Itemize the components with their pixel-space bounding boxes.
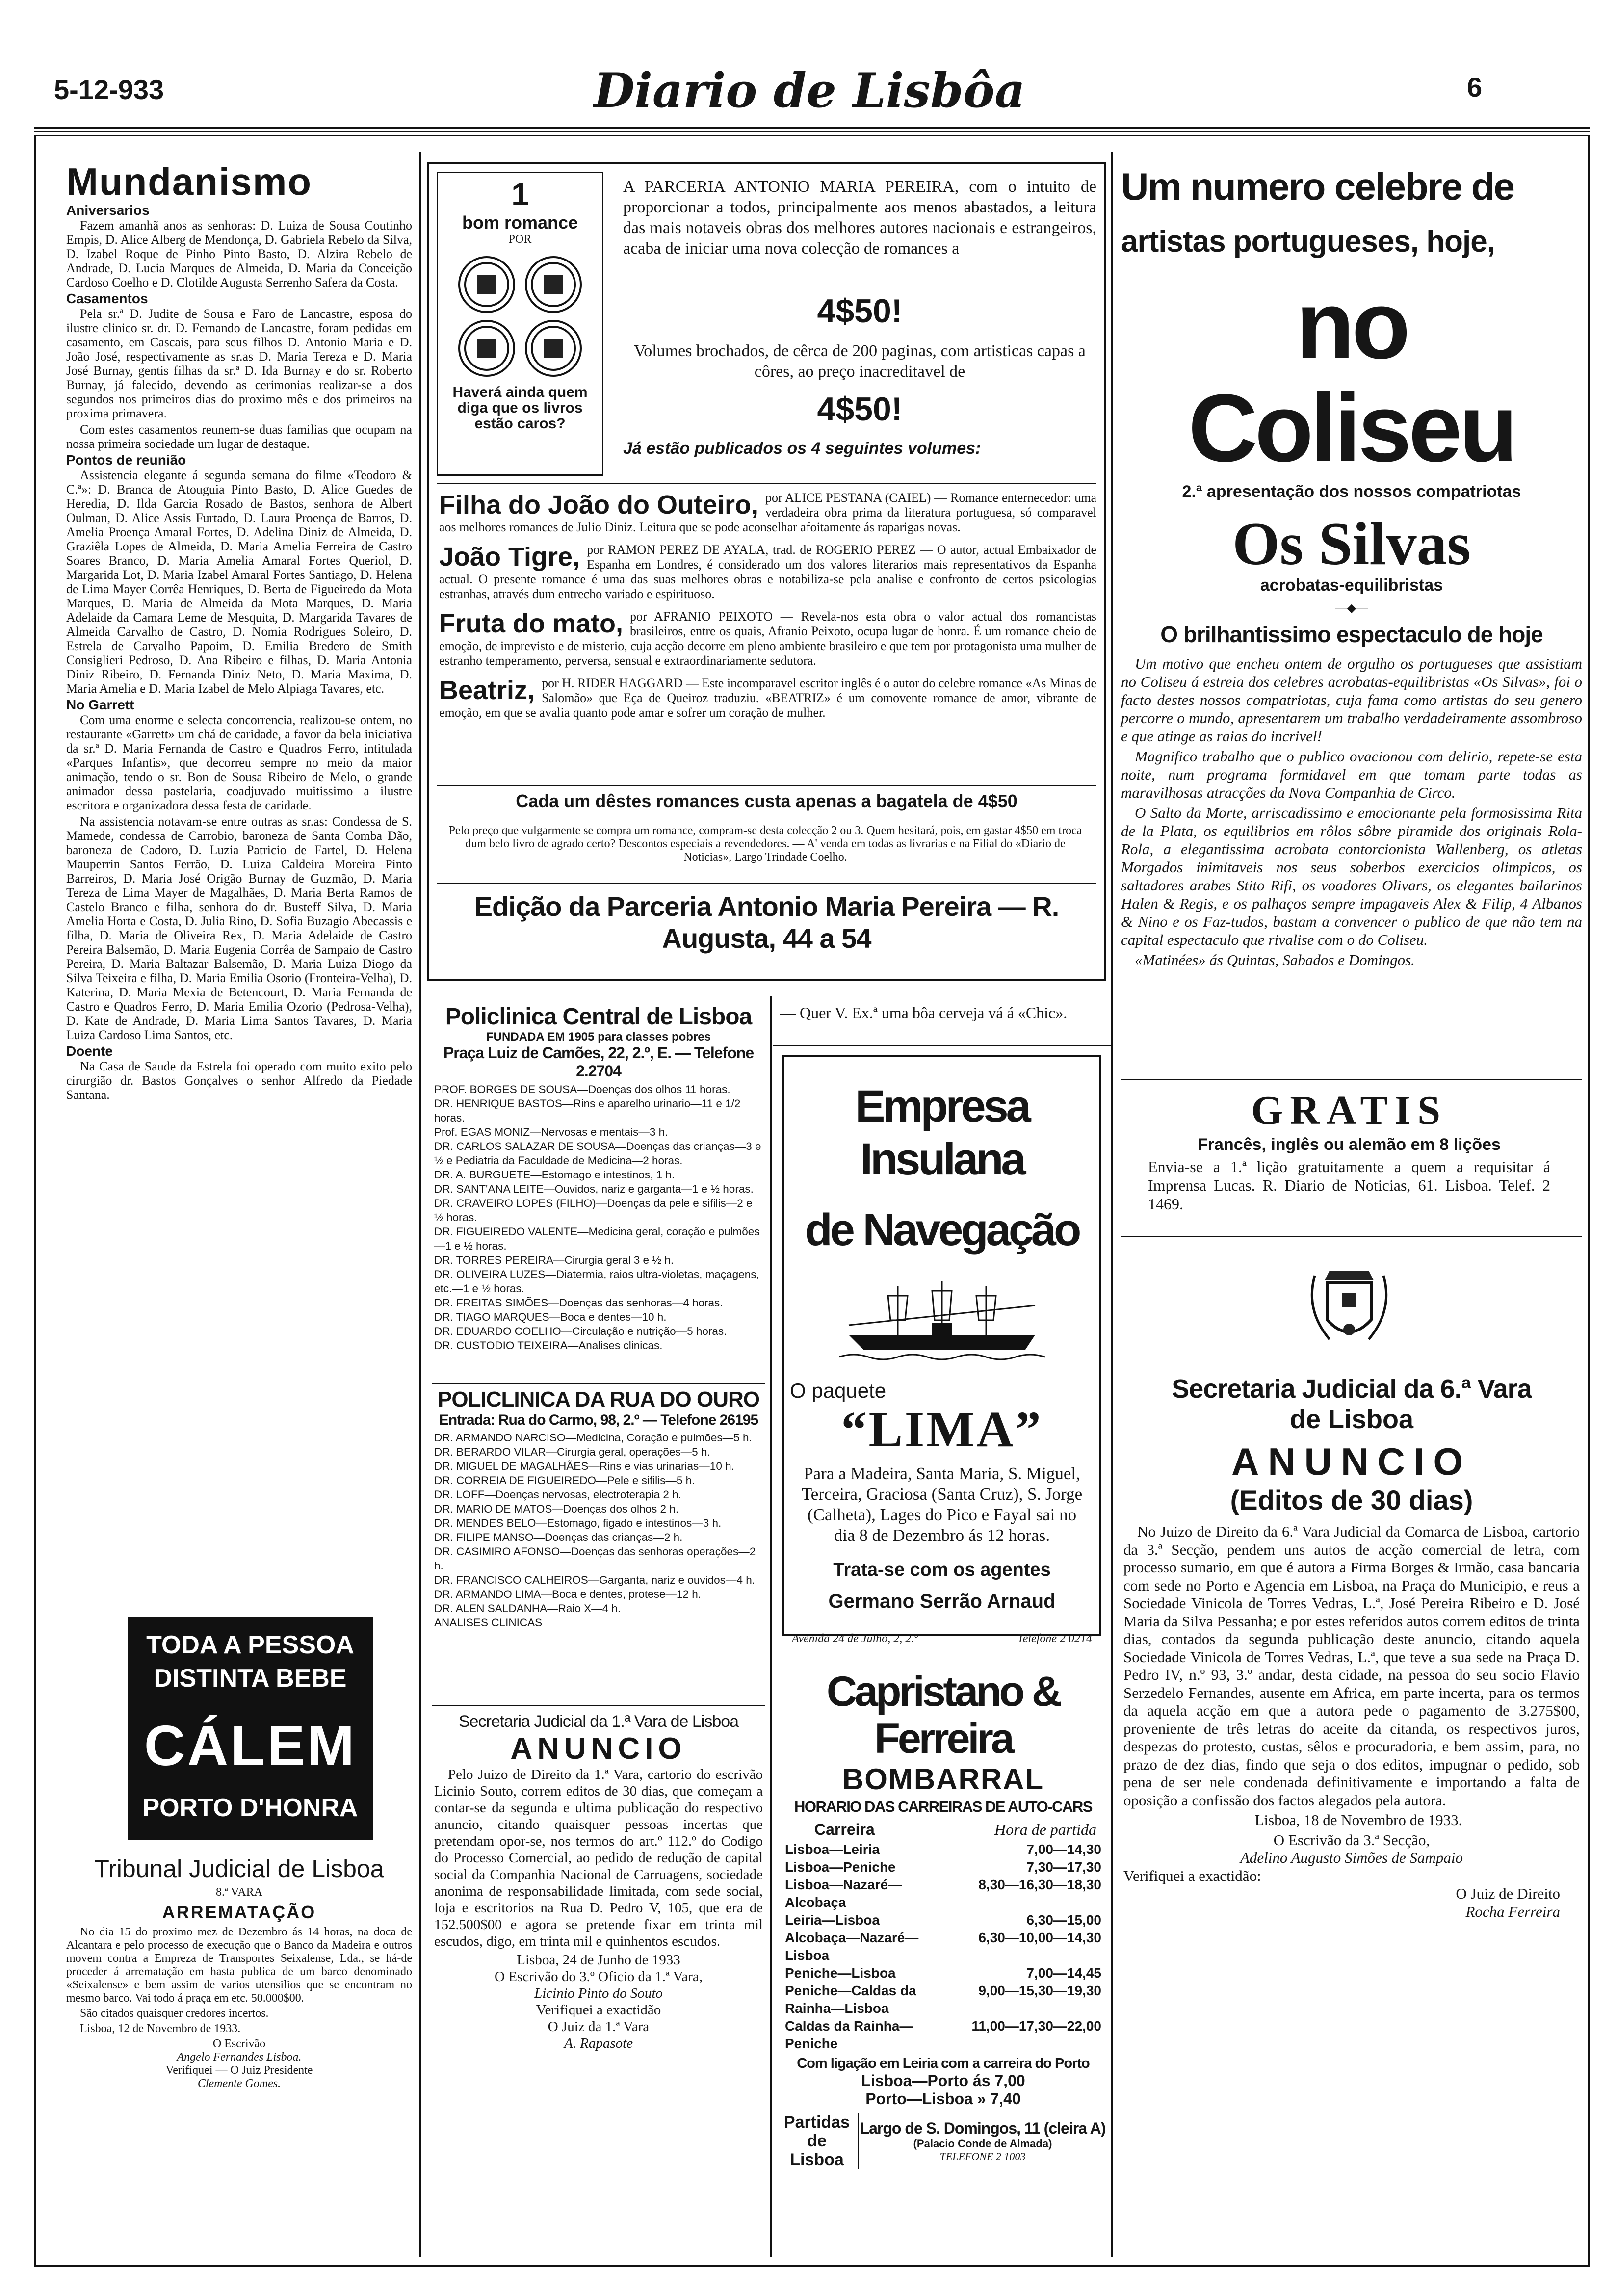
book-title: Filha do João do Outeiro,: [439, 490, 759, 520]
tribunal-notice: [66, 1854, 412, 2090]
insulana-ship: “LIMA”: [841, 1401, 1043, 1458]
parceria-intro: A PARCERIA ANTONIO MARIA PEREIRA, com o intuito de proporcionar a todos, principalmente aos menos abastados, a leitura das mais notaveis obras dos melhores autores nacionais e estrangeiros, acaba de iniciar uma nova colecção de romances a: [623, 178, 1096, 258]
capristano-title: Capristano & Ferreira: [826, 1668, 1060, 1762]
clinic-line: DR. FIGUEIREDO VALENTE—Medicina geral, coração e pulmões—1 e ½ horas.: [434, 1226, 760, 1252]
insulana-title1: Empresa Insulana: [855, 1081, 1029, 1184]
sec6-sig2: Verifiquei a exactidão:: [1123, 1867, 1261, 1884]
casamentos-text: Pela sr.ª D. Judite de Sousa e Faro de Lancastre, esposa do ilustre clinico sr. dr. D. Fernando de Lancastre, foram pedidas em casamento, em Cascais, para seus filhos D. Antonio Maria e D. João José, respectivamente as sr.as D. Maria Tereza e D. Maria José Burnay, gentis filhas da sr.ª D. Ida Burnay e do sr. Roberto Burnay, já falecido, devendo as cerimonias realizar-se a dos segundos nos primeiros dias do proximo mês e dos primeiros na proxima primavera.: [66, 307, 412, 420]
sec6-title2: de Lisboa: [1289, 1405, 1414, 1434]
insulana-phone: Telefone 2 0214: [1017, 1632, 1092, 1645]
schedule-row: [780, 1876, 1106, 1911]
sec6-head: ANUNCIO: [1231, 1440, 1472, 1483]
doente-heading: Doente: [66, 1044, 113, 1059]
sec6-body: No Juizo de Direito da 6.ª Vara Judicial da Comarca de Lisboa, cartorio da 3.ª Secção, pendem uns autos de acção comercial de letra, com processo sumario, em que é autora a Firma Borges & Irmão, casa bancaria com sede no Porto e Agencia em Lisboa, na Praça do Municipio, e reus a Sociedade Vinicola de Torres Vedras, L.ª, José Pereira Ribeiro e D. José Maria da Silva Pessanha; e por estes referidos autos correm editos de trinta dias, contados da segunda publicação deste anuncio, citando aquela Sociedade Vinicola de Torres Vedras, L.ª, que teve a sua sede na Praça D. Pedro IV, n.º 93, 3.º andar, desta cidade, na pessoa do seu socio Flavio Serzedelo Fernandes, ausente em Africa, em parte incerta, para os termos da aquela acção em que a autora pede o pagamento de 3.275$00, proveniente de três letras do aceite da citanda, os respectivos juros, despezas do protesto, custas, sêlos e procuradoria, e bem assim, para, no prazo de dez dias, findo que seja o dos editos, impugnar o pedido, sob pena de ser nele condenada definitivamente e importando a falta de oposição a confissão dos factos alegados pela autora.: [1123, 1523, 1580, 1809]
insulana-paquete: O paquete: [790, 1379, 887, 1402]
schedule-route: Peniche—Lisboa: [785, 1965, 896, 1981]
sec6-date: Lisboa, 18 de Novembro de 1933.: [1254, 1811, 1462, 1828]
sec1-date: Lisboa, 24 de Junho de 1933: [517, 1952, 680, 1968]
sec6-sig1-name: Adelino Augusto Simões de Sampaio: [1240, 1849, 1463, 1866]
mundanismo-column: [66, 162, 412, 1104]
book-desc: por ALICE PESTANA (CAIEL) — Romance enternecedor: uma verdadeira obra prima da literatura portuguesa, só comparavel aos melhores romances de Julio Diniz. Leitura que se pode aconselhar afoitamente ás raparigas novas.: [439, 491, 1096, 534]
capristano-ad: [780, 1668, 1106, 2169]
book-desc: por AFRANIO PEIXOTO — Revela-nos esta obra o valor actual dos romancistas brasileiros, entre os quais, Afranio Peixoto, ocupa lugar de honra. É um romance cheio de emoção, de imprevisto e de misterio, cuja acção decorre em pleno ambiente brasileiro e que tem por protagonista uma mulher de estranho temperamento, perversa, sensual e extraordinariamente sedutora.: [439, 609, 1096, 668]
parceria-published: Já estão publicados os 4 seguintes volumes:: [623, 439, 981, 458]
tribunal-body-2: São citados quaisquer credores incertos.: [80, 2007, 269, 2020]
policlinica-ouro: [434, 1387, 763, 1630]
gratis-ad: [1128, 1087, 1570, 1213]
sec6-sig1: O Escrivão da 3.ª Secção,: [1273, 1831, 1430, 1849]
tribunal-sig1: O Escrivão: [212, 2037, 266, 2050]
badge-bom-romance: bom romance: [462, 212, 578, 233]
sec1-sig2: Verifiquei a exactidão: [536, 2002, 661, 2018]
schedule-route: Caldas da Rainha—Peniche: [785, 2018, 913, 2051]
clinic-line: DR. SANT'ANA LEITE—Ouvidos, nariz e garganta—1 e ½ horas.: [434, 1183, 754, 1195]
pc-address: Praça Luiz de Camões, 22, 2.º, E. — Telefone 2.2704: [443, 1044, 754, 1080]
schedule-times: 6,30—10,00—14,30: [978, 1930, 1101, 1945]
clinic-line: DR. TIAGO MARQUES—Boca e dentes—10 h.: [434, 1311, 667, 1323]
clinic-line: DR. MARIO DE MATOS—Doenças dos olhos 2 h.: [434, 1503, 679, 1515]
clinic-line: DR. ALEN SALDANHA—Raio X—4 h.: [434, 1602, 621, 1615]
po-address: Entrada: Rua do Carmo, 98, 2.º — Telefone 26195: [439, 1412, 758, 1428]
insulana-content: [785, 1062, 1099, 1645]
garrett-text-2: Na assistencia notavam-se entre outras as sr.as: Condessa de S. Mamede, condessa de Carrobio, baroneza de Santa Comba Dão, baroneza de Cadoro, D. Luzia Patricio de Fartel, D. Helena Mauperrin Santos Ferrão, D. Luiza Caldeira Moreira Pinto Barreiros, D. Maria José Origão Burnay de Guzmão, D. Maria Tereza de Lima Mayer de Magalhães, D. Maria Berta Ramos de Castelo Branco e filha, senhora do dr. Busteff Silva, D. Maria Amelia Horta e Costa, D. Julia Rino, D. Sofia Buzagio Abecassis e filha, D. Maria de Oliveira Rex, D. Maria Adelaide de Castro Pereira Balsemão, D. Maria Eugenia Corrêa de Sampaio de Castro Pereira, D. Maria Baltazar Balsemão, D. Maria Luiza Diogo da Silva Teixeira e filha, D. Maria Emilia Osorio (Fronteira-Velha), D. Katerina, D. Maria Mexia de Betencourt, D. Maria Fernanda de Castro e Quadros Ferro, D. Maria Emilia Ozorio (Pedrosa-Velha), D. Kate de Andrade, D. Maria Lima Santos Tavares, D. Maria Luiza Cardoso Lima Santos, etc.: [66, 814, 412, 1042]
capristano-porto1: Lisboa—Porto ás 7,00: [861, 2072, 1025, 2089]
schedule-row: [780, 1841, 1106, 1858]
capristano-col1: Carreira: [814, 1821, 875, 1838]
ship-icon: [839, 1276, 1045, 1364]
casamentos-text-2: Com estes casamentos reunem-se duas familias que ocupam na nossa primeira sociedade um lugar de destaque.: [66, 422, 412, 451]
clinic-line: DR. MIGUEL DE MAGALHÃES—Rins e vias urinarias—10 h.: [434, 1460, 734, 1472]
chic-ad: — Quer V. Ex.ª uma bôa cerveja vá á «Chic».: [780, 1004, 1068, 1021]
sec6-sig3: O Juiz de Direito: [1456, 1885, 1560, 1902]
insulana-address: Avenida 24 de Julho, 2, 2.º: [792, 1632, 918, 1645]
capristano-porto2: Porto—Lisboa » 7,40: [865, 2090, 1021, 2108]
sec6-head2: (Editos de 30 dias): [1230, 1485, 1473, 1515]
book-item: [439, 609, 1096, 668]
capristano-partidas: Partidas de Lisboa: [780, 2113, 859, 2169]
coliseu-title: Os Silvas: [1232, 510, 1471, 577]
clinic-line: DR. FILIPE MANSO—Doenças das crianças—2 h.: [434, 1531, 683, 1543]
schedule-times: 8,30—16,30—18,30: [978, 1877, 1101, 1892]
page-number: 6: [1467, 72, 1483, 103]
clinic-line: DR. BERARDO VILAR—Cirurgia geral, operações—5 h.: [434, 1446, 710, 1458]
sec6-sig3-name: Rocha Ferreira: [1465, 1903, 1560, 1920]
schedule-row: [780, 1964, 1106, 1982]
clinic-line: DR. CASIMIRO AFONSO—Doenças das senhoras operações—2 h.: [434, 1545, 756, 1572]
parceria-badge: [437, 172, 603, 476]
capristano-horario: HORARIO DAS CARREIRAS DE AUTO-CARS: [794, 1798, 1092, 1815]
aniversarios-heading: Aniversarios: [66, 203, 150, 218]
tribunal-sig2: Verifiquei — O Juiz Presidente: [165, 2064, 313, 2077]
clinic-line: ANALISES CLINICAS: [434, 1617, 543, 1629]
clinic-line: DR. CARLOS SALAZAR DE SOUSA—Doenças das crianças—3 e ½ e Pediatria da Faculdade de Medicina—2 horas.: [434, 1140, 761, 1167]
insulana-body: Para a Madeira, Santa Maria, S. Miguel, Terceira, Graciosa (Santa Cruz), S. Jorge (Calheta), Lages do Pico e Fayal sai no dia 8 de Dezembro ás 12 horas.: [801, 1464, 1083, 1545]
coliseu-line3: no Coliseu: [1188, 271, 1515, 482]
secretaria-6-notice: [1123, 1374, 1580, 1921]
clinic-line: DR. CRAVEIRO LOPES (FILHO)—Doenças da pele e sifilis—2 e ½ horas.: [434, 1197, 753, 1224]
book-title: João Tigre,: [439, 542, 580, 572]
schedule-route: Lisboa—Peniche: [785, 1859, 896, 1875]
schedule-times: 11,00—17,30—22,00: [971, 2018, 1101, 2034]
clinic-line: DR. LOFF—Doenças nervosas, electroterapia 2 h.: [434, 1488, 681, 1501]
book-title: Fruta do mato,: [439, 609, 623, 638]
badge-por: POR: [508, 233, 532, 246]
schedule-row: [780, 1982, 1106, 2017]
capristano-telefone: TELEFONE 2 1003: [939, 2150, 1026, 2163]
coliseu-section: O brilhantissimo espectaculo de hoje: [1160, 622, 1543, 647]
clinic-line: DR. FRANCISCO CALHEIROS—Garganta, nariz e ouvidos—4 h.: [434, 1574, 755, 1586]
book-item: [439, 543, 1096, 601]
pc-title: Policlinica Central de Lisboa: [445, 1004, 752, 1030]
book-title: Beatriz,: [439, 676, 535, 705]
pontos-text: Assistencia elegante á segunda semana do filme «Teodoro & C.ª»: D. Branca de Atouguia Pinto Basto, D. Alice Guedes de Heredia, D. Ilda Garcia Rosado de Bastos, senhora de Albert Oulman, D. Alice Assis Furtado, D. Laura Proença de Barros, D. Amelia Proença Amaral Fortes, D. Adelina Diniz de Almeida, D. Graziêla Lopes de Almeida, D. Maria Amelia Ferreira de Castro Soares Branco, D. Maria Amelia Amaral Fortes Queriol, D. Margarida Lot, D. Maria Izabel Amaral Fortes Santiago, D. Helena de Lima Mayer Corrêa Henriques, D. Berta de Figueiredo da Mota Marques, D. Maria de Almeida da Mota Marques, D. Maria Adelaide da Camara Leme de Mesquita, D. Margarida Tavares de Almeida Carvalho de Castro, D. Nomia Rodrigues Soleiro, D. Estrela de Carvalho Papoim, D. Emilia Bredero de Smith Consiglieri Pedroso, D. Ana Ribeiro e filhas, D. Maria Antonia Diniz Ribeiro, D. Fernanda Diniz Neto, D. Maria Maxima, D. Maria Amelia e D. Maria Izabel de Melo Alpiaga Tavares, etc.: [66, 468, 412, 696]
mundanismo-title: Mundanismo: [66, 160, 312, 203]
book-item: [439, 676, 1096, 720]
clinic-line: DR. MENDES BELO—Estomago, figado e intestinos—3 h.: [434, 1517, 722, 1529]
coliseu-body-4: «Matinées» ás Quintas, Sabados e Domingos.: [1135, 951, 1415, 968]
tribunal-head: ARREMATAÇÃO: [162, 1902, 316, 1922]
capristano-rows: [780, 1841, 1106, 2053]
schedule-row: [780, 1929, 1106, 1964]
gratis-title: GRATIS: [1251, 1088, 1447, 1133]
clinic-line: DR. ARMANDO LIMA—Boca e dentes, protese—12 h.: [434, 1588, 701, 1600]
policlinica-central: [434, 1003, 763, 1353]
clinic-line: PROF. BORGES DE SOUSA—Doenças dos olhos 11 horas.: [434, 1083, 730, 1096]
coliseu-column: [1121, 162, 1582, 971]
tribunal-title: Tribunal Judicial de Lisboa: [94, 1855, 384, 1882]
calem-line1: TODA A PESSOA: [146, 1631, 354, 1659]
calem-line3: PORTO D'HONRA: [142, 1794, 358, 1822]
schedule-row: [780, 1911, 1106, 1929]
sec1-sig3-name: A. Rapasote: [564, 2035, 633, 2051]
gratis-sub: Francês, inglês ou alemão em 8 lições: [1198, 1135, 1501, 1154]
schedule-times: 6,30—15,00: [1026, 1912, 1101, 1928]
clinic-line: DR. OLIVEIRA LUZES—Diatermia, raios ultra-violetas, maçagens, etc.—1 e ½ horas.: [434, 1268, 759, 1295]
insulana-agents-head: Trata-se com os agentes: [833, 1560, 1051, 1580]
parceria-books: [439, 491, 1096, 728]
tribunal-body: No dia 15 do proximo mez de Dezembro ás 14 horas, na doca de Alcantara e pelo processo de execução que o Banco da Madeira e outros movem contra a Empreza de Transportes Seixalense, Lda., se há-de proceder á arrematação em hasta publica de um barco denominado «Seixalense» e bem assim de varios utensilios que se encontram no mesmo barco. Vai todo á praça em etc. 50.000$00.: [66, 1926, 412, 2005]
calem-brand: CÁLEM: [144, 1714, 357, 1777]
gratis-body: Envia-se a 1.ª lição gratuitamente a quem a requisitar á Imprensa Lucas. R. Diario de Noticias, 61. Lisboa. Telef. 2 1469.: [1148, 1158, 1550, 1213]
secretaria-1-notice: [434, 1712, 763, 2052]
capristano-largo: Largo de S. Domingos, 11 (cleira A): [860, 2119, 1106, 2137]
parceria-bottom-text: Pelo preço que vulgarmente se compra um romance, compram-se desta colecção 2 ou 3. Quem hesitará, pois, em gastar 4$50 em troca dum belo livro de agrado certo? Descontos especiais a revendedores. — A' venda em todas as livrarias e na Filial do «Diario de Noticias», Largo Trindade Coelho.: [448, 824, 1082, 863]
coliseu-line4: 2.ª apresentação dos nossos compatriotas: [1182, 482, 1521, 501]
header: [0, 0, 1617, 123]
sec1-body: Pelo Juizo de Direito da 1.ª Vara, cartorio do escrivão Licinio Souto, correm editos de 30 dias, que começam a contar-se da segunda e ultima publicação do respectivo anuncio, citando quaisquer pessoas incertas que pretendam opor-se, nos termos do art.º 112.º do Codigo do Processo Comercial, ao pedido de redução de capital social da Companhia Nacional de Carruagens, sociedade anonima de responsabilidade limitada, com sede social, loja e escritorios na Rua D. Pedro V, 105, que era de 152.500$00 e agora se pretende fixar em trinta mil escudos, digo, em trinta mil e quinhentos escudos.: [434, 1767, 763, 1949]
coliseu-body-3: O Salto da Morte, arriscadissimo e emocionante pela formosissima Rita de la Plata, os equilibrios em rôlos sôbre piramide dos originais Rola-Rola, a elegantissima acrobata contorcionista Wallenberg, os atletas Morgados inimitaveis nos seus soberbos exercicios olimpicos, os saltadores arabes Stito Rifi, os voadores Olivars, os elegantes bailarinos Halen & Regis, e os palhaços sempre impagaveis Alex & Filip, 4 Albanos & Nino e os Faz-tudos, bastam a convencer o publico de que não tem na capital espectaculo que rivalise com o do Coliseu.: [1121, 804, 1582, 948]
parceria-price-1: 4$50!: [817, 292, 903, 330]
tribunal-vara: 8.ª VARA: [215, 1886, 263, 1899]
tribunal-date: Lisboa, 12 de Novembro de 1933.: [80, 2022, 241, 2035]
clinic-line: DR. HENRIQUE BASTOS—Rins e aparelho urinario—11 e 1/2 horas.: [434, 1097, 741, 1124]
parceria-footer: Edição da Parceria Antonio Maria Pereira — R. Augusta, 44 a 54: [474, 891, 1059, 954]
divider-icon: —◆—: [1335, 602, 1368, 615]
capristano-sub: BOMBARRAL: [842, 1763, 1044, 1796]
parceria-price-2: 4$50!: [817, 391, 903, 428]
clinic-line: DR. FREITAS SIMÕES—Doenças das senhoras—4 horas.: [434, 1297, 723, 1309]
sec1-head: ANUNCIO: [510, 1732, 687, 1766]
schedule-row: [780, 1858, 1106, 1876]
coliseu-subtitle: acrobatas-equilibristas: [1260, 576, 1443, 595]
tribunal-sig1-name: Angelo Fernandes Lisboa.: [177, 2051, 302, 2063]
po-lines: [434, 1431, 763, 1630]
sec1-title: Secretaria Judicial da 1.ª Vara de Lisboa: [458, 1712, 739, 1731]
pontos-heading: Pontos de reunião: [66, 452, 186, 468]
schedule-times: 7,00—14,45: [1026, 1965, 1101, 1981]
book-desc: por RAMON PEREZ DE AYALA, trad. de ROGERIO PEREZ — O autor, actual Embaixador de Espanha em Londres, é considerado um dos valores literarios mais representativos da Espanha actual. O presente romance é uma das suas melhores obras e notabiliza-se pela analise e confronto de certos psicologias estranhas, através dum entrecho variado e espirituoso.: [439, 543, 1096, 601]
schedule-route: Peniche—Caldas da Rainha—Lisboa: [785, 1983, 916, 2016]
schedule-times: 7,30—17,30: [1026, 1859, 1101, 1875]
sec1-sig1-name: Licinio Pinto do Souto: [534, 1985, 663, 2001]
sec1-sig1: O Escrivão do 3.º Oficio da 1.ª Vara,: [495, 1969, 703, 1984]
badge-number: 1: [511, 177, 529, 212]
aniversarios-text: Fazem amanhã anos as senhoras: D. Luiza de Sousa Coutinho Empis, D. Alice Alberg de Mendonça, D. Gabriela Rebelo da Silva, D. Izabel Roque de Pinho Pinto Basto, D. Alzira Rebelo de Andrade, D. Lucia Marques de Almeida, D. Maria da Conceição Cardoso Coelho e D. Clotilde Augusta Serrenho Safera da Costa.: [66, 218, 412, 289]
clinic-line: DR. A. BURGUETE—Estomago e intestinos, 1 h.: [434, 1169, 675, 1181]
schedule-row: [780, 2017, 1106, 2053]
sec1-sig3: O Juiz da 1.ª Vara: [548, 2019, 650, 2035]
garrett-text: Com uma enorme e selecta concorrencia, realizou-se ontem, no restaurante «Garrett» um chá de caridade, a favor da bela iniciativa da sr.ª D. Maria Fernanda de Castro e Quadros Ferro, intitulada «Parques Infantis», que decorreu sempre no meio da maior animação, tendo o sr. Bon de Sousa Ribeiro de Melo, o grande animador dessa pastelaria, coadjuvado muitissimo a ilustre escritora e organizadora dessa festa de caridade.: [66, 713, 412, 812]
calem-line2: DISTINTA BEBE: [154, 1664, 347, 1693]
capristano-ligacao: Com ligação em Leiria com a carreira do Porto: [797, 2056, 1090, 2071]
sec6-title1: Secretaria Judicial da 6.ª Vara: [1172, 1374, 1532, 1404]
schedule-route: Leiria—Lisboa: [785, 1912, 880, 1928]
clinic-line: DR. ARMANDO NARCISO—Medicina, Coração e pulmões—5 h.: [434, 1432, 752, 1444]
book-desc: por H. RIDER HAGGARD — Este incomparavel escritor inglês é o autor do celebre romance «As Minas de Salomão» que Eça de Queiroz traduziu. «BEATRIZ» é um comovente romance de amor, vibrante de emoção, em que se avalia quanto pode amar e sofrer um coração de mulher.: [439, 676, 1096, 720]
schedule-route: Alcobaça—Nazaré—Lisboa: [785, 1930, 919, 1963]
issue-date: 5-12-933: [54, 74, 164, 105]
capristano-palacio: (Palacio Conde de Almada): [913, 2137, 1052, 2150]
book-item: [439, 491, 1096, 535]
po-title: POLICLINICA DA RUA DO OURO: [438, 1387, 759, 1411]
coins-icon: [451, 250, 589, 383]
coliseu-body: Um motivo que encheu ontem de orgulho os portugueses que assistiam no Coliseu á estreia dos celebres acrobatas-equilibristas «Os Silvas», foi o facto destes nossos compatriotas, cuja fama como artistas do seu genero percorre o mundo, apresentarem um trabalho verdadeiramente assombroso e que atinge as raias do incrivel!: [1121, 655, 1582, 745]
schedule-times: 9,00—15,30—19,30: [978, 1983, 1101, 1998]
pc-founded: FUNDADA EM 1905 para classes pobres: [486, 1030, 711, 1044]
pc-lines: [434, 1082, 763, 1353]
garrett-heading: No Garrett: [66, 697, 134, 712]
casamentos-heading: Casamentos: [66, 291, 148, 306]
clinic-line: DR. CORREIA DE FIGUEIREDO—Pele e sifilis—5 h.: [434, 1474, 695, 1487]
clinic-line: DR. TORRES PEREIRA—Cirurgia geral 3 e ½ h.: [434, 1254, 674, 1266]
clinic-line: DR. CUSTODIO TEIXEIRA—Analises clinicas.: [434, 1339, 663, 1352]
badge-question: Haverá ainda quem diga que os livros estão caros?: [452, 384, 588, 432]
capristano-col2: Hora de partida: [994, 1821, 1096, 1838]
tribunal-sig2-name: Clemente Gomes.: [197, 2077, 281, 2090]
coliseu-line1: Um numero celebre de: [1121, 165, 1514, 208]
calem-ad: [128, 1617, 373, 1840]
schedule-route: Lisboa—Nazaré—Alcobaça: [785, 1877, 902, 1910]
insulana-title2: de Navegação: [805, 1205, 1079, 1255]
schedule-route: Lisboa—Leiria: [785, 1842, 880, 1857]
parceria-bargain: Cada um dêstes romances custa apenas a bagatela de 4$50: [516, 791, 1017, 811]
coliseu-line2: artistas portugueses, hoje,: [1121, 225, 1495, 259]
parceria-volumes: Volumes brochados, de cêrca de 200 paginas, com artisticas capas a côres, ao preço inacreditavel de: [634, 342, 1086, 381]
masthead: Diario de Lisbôa: [594, 63, 1025, 118]
clinic-line: Prof. EGAS MONIZ—Nervosas e mentais—3 h.: [434, 1126, 668, 1138]
schedule-times: 7,00—14,30: [1026, 1842, 1101, 1857]
coat-of-arms-icon: [1300, 1256, 1398, 1359]
insulana-agents: Germano Serrão Arnaud: [828, 1591, 1056, 1612]
doente-text: Na Casa de Saude da Estrela foi operado com muito exito pelo cirurgião dr. Bastos Gonçalves o senhor Alfredo da Piedade Santana.: [66, 1059, 412, 1102]
coliseu-body-2: Magnifico trabalho que o publico ovacionou com delirio, repete-se esta noite, num programa formidavel em que tomam parte todas as maravilhosas atracções da Nova Companhia de Circo.: [1121, 748, 1582, 801]
clinic-line: DR. EDUARDO COELHO—Circulação e nutrição—5 horas.: [434, 1325, 727, 1337]
